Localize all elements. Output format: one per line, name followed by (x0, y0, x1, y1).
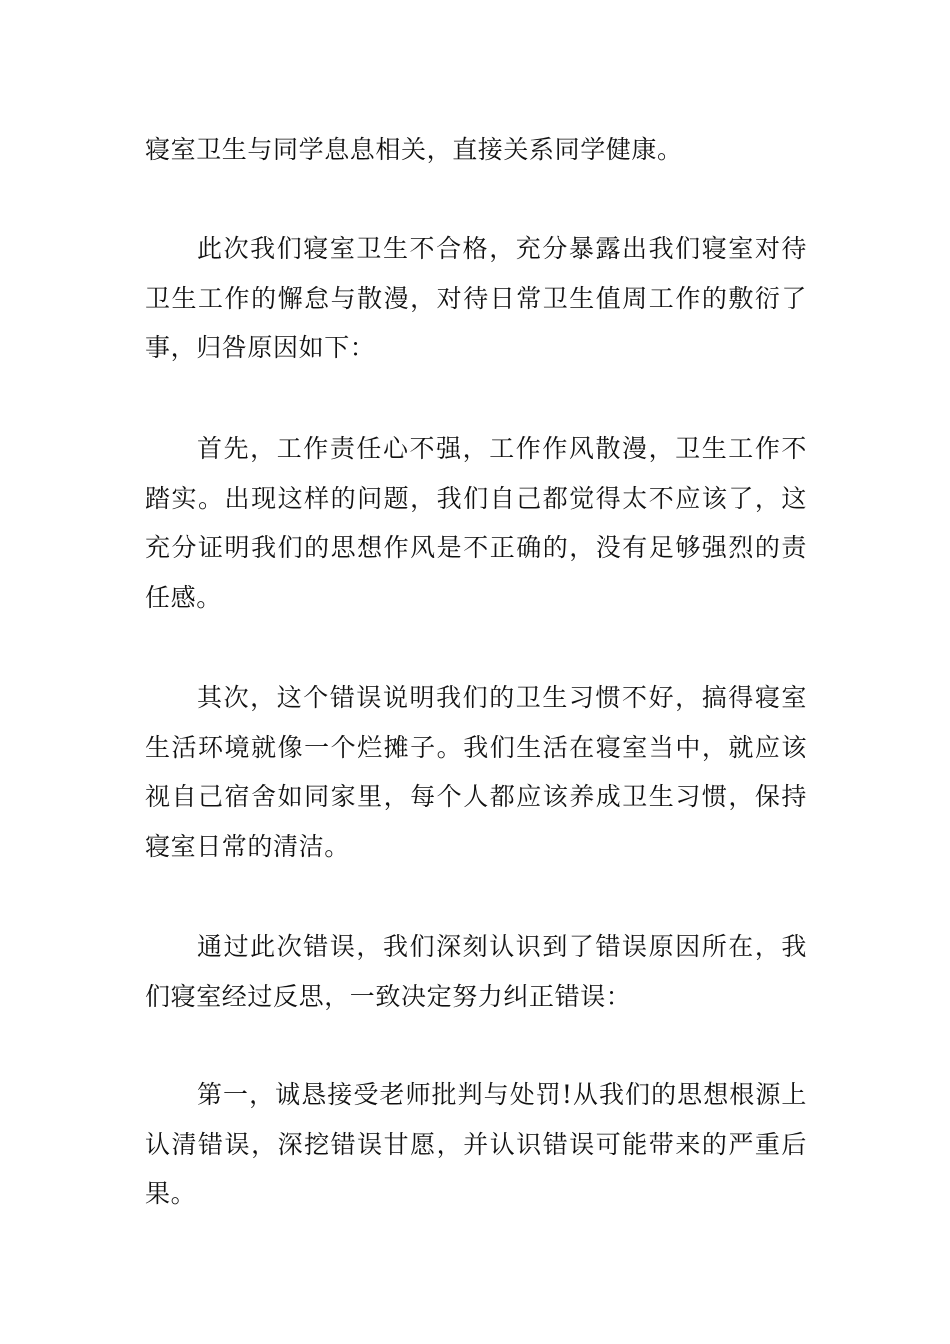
paragraph-resolution-intro: 通过此次错误，我们深刻认识到了错误原因所在，我们寝室经过反思，一致决定努力纠正错误： (145, 932, 807, 1011)
paragraph-first-reason: 首先，工作责任心不强，工作作风散漫，卫生工作不踏实。出现这样的问题，我们自己都觉得太不应该了，这充分证明我们的思想作风是不正确的，没有足够强烈的责任感。 (145, 434, 807, 612)
paragraph-first-resolution: 第一，诚恳接受老师批判与处罚!从我们的思想根源上认清错误，深挖错误甘愿，并认识错误可能带来的严重后果。 (145, 1080, 807, 1208)
paragraph-continuation: 寝室卫生与同学息息相关，直接关系同学健康。 (145, 135, 683, 164)
paragraph-reason-intro: 此次我们寝室卫生不合格，充分暴露出我们寝室对待卫生工作的懈怠与散漫，对待日常卫生值周工作的敷衍了事，归咎原因如下： (145, 234, 807, 362)
paragraph-second-reason: 其次，这个错误说明我们的卫生习惯不好，搞得寝室生活环境就像一个烂摊子。我们生活在寝室当中，就应该视自己宿舍如同家里，每个人都应该养成卫生习惯，保持寝室日常的清洁。 (145, 683, 807, 861)
